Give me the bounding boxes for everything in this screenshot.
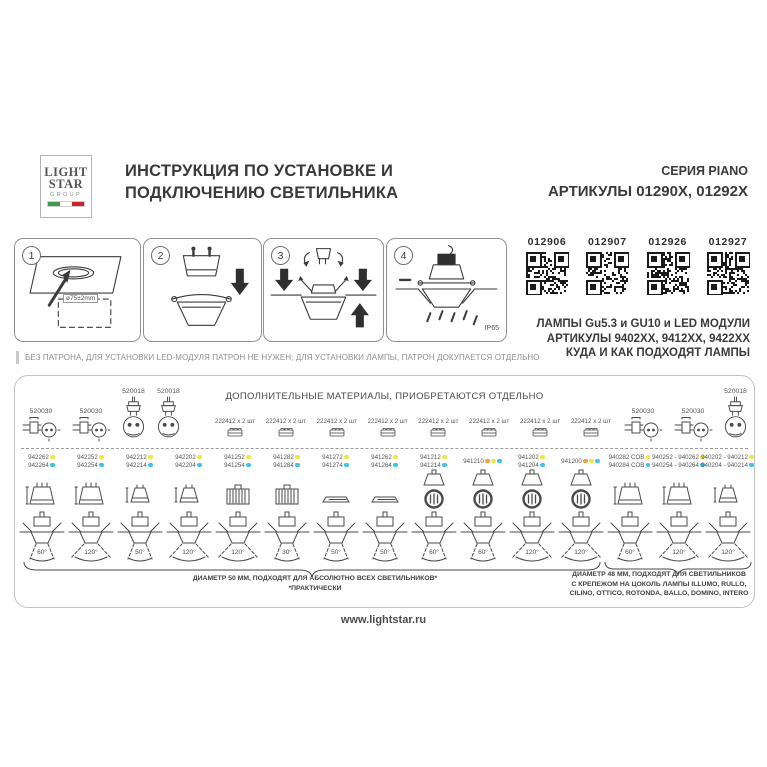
yellow-color-dot xyxy=(442,455,447,460)
article-number-line xyxy=(126,462,153,469)
svg-text:60°: 60° xyxy=(477,549,488,556)
cyan-color-dot xyxy=(50,463,55,468)
cyan-color-dot xyxy=(99,463,104,468)
diameter-50-caption xyxy=(75,574,555,593)
yellow-color-dot xyxy=(148,455,153,460)
terminal-block-icon xyxy=(532,425,548,437)
lamp-icon-bulb xyxy=(613,469,647,511)
article-numbers xyxy=(609,453,651,469)
product-column xyxy=(164,453,213,565)
logo-text-light: LIGHT xyxy=(44,165,88,179)
diameter-48-caption-line-2: С КРЕПЕЖОМ НА ЦОКОЛЬ ЛАМПЫ ILLUMO, RULLO, xyxy=(571,580,747,588)
lamp-icon-module-lens xyxy=(466,469,500,511)
article-number-line xyxy=(224,462,251,469)
svg-text:50°: 50° xyxy=(379,549,390,556)
article-number-line xyxy=(652,454,705,461)
article-number-line xyxy=(224,454,251,461)
article-number: 942202 xyxy=(175,453,196,461)
connector-item xyxy=(567,418,615,437)
fixture-cross-section-icon xyxy=(116,511,164,565)
logo-text-star: STAR xyxy=(48,177,84,191)
connector-article: 222412 х 2 шт xyxy=(519,418,561,425)
article-numbers xyxy=(126,453,153,469)
article-number-line xyxy=(322,462,349,469)
accessory-item xyxy=(156,388,181,446)
article-number: 941214 xyxy=(420,461,441,469)
lamp-icon-module-lens xyxy=(515,469,549,511)
terminal-block-icon xyxy=(227,425,243,437)
install-step-4-card xyxy=(386,238,507,342)
fixture-cross-section-icon xyxy=(67,511,115,565)
svg-text:120°: 120° xyxy=(720,549,735,556)
install-step-3-card xyxy=(263,238,384,342)
diameter-48-caption xyxy=(567,570,751,599)
accessory-article: 520018 xyxy=(122,388,145,395)
svg-text:120°: 120° xyxy=(230,549,245,556)
article-number-line xyxy=(371,454,398,461)
connector-article: 222412 х 2 шт xyxy=(469,418,510,425)
hole-diameter-label: ø75±2mm xyxy=(63,294,98,303)
cyan-color-dot xyxy=(595,459,600,464)
cyan-color-dot xyxy=(344,463,349,468)
fixture-cross-section-icon xyxy=(312,511,360,565)
yellow-color-dot xyxy=(540,455,545,460)
yellow-color-dot xyxy=(197,455,202,460)
article-number: 940202 - 940212 xyxy=(701,453,748,461)
terminal-block-icon xyxy=(481,425,497,437)
article-number: 942212 xyxy=(126,453,147,461)
ip65-rating-label: IP65 xyxy=(484,325,499,332)
article-number: 941262 xyxy=(371,453,392,461)
article-number: 942262 xyxy=(28,453,49,461)
product-column xyxy=(507,453,556,565)
article-number: 941200 xyxy=(561,457,582,465)
lamp-icon-bulb xyxy=(74,469,108,511)
article-number-line xyxy=(126,454,153,461)
fixture-cross-section-icon xyxy=(704,511,752,565)
flag-green xyxy=(48,202,60,206)
product-column xyxy=(360,453,409,565)
accessory-item xyxy=(723,388,748,446)
fixture-cross-section-icon xyxy=(655,511,703,565)
article-number: 941282 xyxy=(273,453,294,461)
diameter-48-caption-line-3: CILINO, OTTICO, ROTONDA, BALLO, DOMINO, INTERO xyxy=(569,590,749,597)
article-number: 940252 - 940262 xyxy=(652,453,699,461)
cyan-color-dot xyxy=(497,459,502,464)
article-number: 941252 xyxy=(224,453,245,461)
article-number-line xyxy=(463,458,502,465)
article-numbers xyxy=(77,453,104,469)
article-number: 942214 xyxy=(126,461,147,469)
svg-text:120°: 120° xyxy=(573,549,588,556)
qr-code-number: 012926 xyxy=(648,236,687,248)
accessory-article: 520030 xyxy=(79,408,103,415)
article-number-line xyxy=(273,454,300,461)
cyan-color-dot xyxy=(442,463,447,468)
title-line-1: ИНСТРУКЦИЯ ПО УСТАНОВКЕ И xyxy=(125,162,394,180)
series-name: СЕРИЯ PIANO xyxy=(661,164,748,178)
article-number: 941284 xyxy=(273,461,294,469)
article-numbers xyxy=(420,453,447,469)
accessory-item xyxy=(21,408,61,446)
accessory-article: 520018 xyxy=(157,388,180,395)
article-number: 940204 - 940214 xyxy=(701,461,748,469)
terminal-block-icon xyxy=(278,425,294,437)
lamp-compatibility-columns xyxy=(17,453,752,565)
article-numbers xyxy=(652,453,705,469)
fixture-cross-section-icon xyxy=(557,511,605,565)
terminal-block-icon xyxy=(430,425,446,437)
svg-text:120°: 120° xyxy=(524,549,539,556)
accessory-item xyxy=(71,408,111,446)
lamp-icon-bulb-small xyxy=(123,469,157,511)
qr-code-number: 012906 xyxy=(527,236,567,248)
qr-code-image xyxy=(646,251,690,295)
series-articles: АРТИКУЛЫ 01290Х, 01292Х xyxy=(547,183,748,200)
yellow-color-dot xyxy=(50,455,55,460)
article-number-line xyxy=(273,462,300,469)
cyan-color-dot xyxy=(646,463,651,468)
article-number-line xyxy=(609,454,651,461)
article-number-line xyxy=(652,462,705,469)
svg-text:120°: 120° xyxy=(671,549,686,556)
cyan-color-dot xyxy=(197,463,202,468)
fixture-cross-section-icon xyxy=(606,511,654,565)
flag-red xyxy=(72,202,84,206)
article-number: 941202 xyxy=(518,453,539,461)
qr-code-image xyxy=(585,251,629,295)
lamp-holder-icon xyxy=(156,396,181,446)
accessory-article: 520030 xyxy=(681,408,705,415)
lamps-caption xyxy=(536,317,750,361)
article-number-line xyxy=(518,462,545,469)
accessory-item xyxy=(121,388,146,446)
fixture-cross-section-icon xyxy=(459,511,507,565)
svg-text:120°: 120° xyxy=(83,549,98,556)
lamp-holder-icon xyxy=(121,396,146,446)
lamp-icon-panel xyxy=(319,469,353,511)
lamp-holder-icon xyxy=(723,396,748,446)
article-number-line xyxy=(371,462,398,469)
article-number-line xyxy=(77,454,104,461)
step-2-number: 2 xyxy=(151,246,170,265)
article-number: 941204 xyxy=(518,461,539,469)
article-numbers xyxy=(518,453,545,469)
product-column xyxy=(654,453,703,565)
cyan-color-dot xyxy=(246,463,251,468)
fixture-cross-section-icon xyxy=(263,511,311,565)
article-numbers xyxy=(701,453,754,469)
lamp-icon-bulb xyxy=(662,469,696,511)
svg-text:50°: 50° xyxy=(134,549,145,556)
lamp-socket-icon xyxy=(623,416,663,446)
lamp-icon-module-lens xyxy=(564,469,598,511)
yellow-color-dot xyxy=(99,455,104,460)
connector-item xyxy=(465,418,513,437)
product-column xyxy=(213,453,262,565)
accessories-left-group xyxy=(21,384,181,446)
step-3-number: 3 xyxy=(271,246,290,265)
qr-code-number: 012927 xyxy=(708,236,748,248)
accessory-item xyxy=(623,408,663,446)
italian-flag-stripe xyxy=(47,201,85,207)
flag-white xyxy=(60,202,72,206)
connector-item xyxy=(211,418,259,437)
product-column xyxy=(66,453,115,565)
product-column xyxy=(409,453,458,565)
diameter-50-caption-line-2: *ПРАКТИЧЕСКИ xyxy=(288,584,342,592)
series-info xyxy=(548,164,748,200)
cyan-color-dot xyxy=(749,463,754,468)
website-url: www.lightstar.ru xyxy=(340,614,427,626)
connector-article: 222412 х 2 шт xyxy=(265,418,306,425)
terminal-block-icon xyxy=(583,425,599,437)
connector-item xyxy=(414,418,462,437)
article-number: 942254 xyxy=(77,461,98,469)
install-step-2-card xyxy=(143,238,262,342)
product-column xyxy=(458,453,507,565)
terminal-block-icon xyxy=(380,425,396,437)
svg-text:60°: 60° xyxy=(36,549,47,556)
qr-item xyxy=(642,236,694,295)
orange-color-dot xyxy=(583,459,588,464)
yellow-color-dot xyxy=(295,455,300,460)
qr-item xyxy=(581,236,633,295)
article-number-line xyxy=(28,462,55,469)
accessories-panel xyxy=(14,375,755,608)
install-step-1-card xyxy=(14,238,141,342)
note-text: БЕЗ ПАТРОНА, ДЛЯ УСТАНОВКИ LED-МОДУЛЯ ПАТРОН НЕ НУЖЕН; ДЛЯ УСТАНОВКИ ЛАМПЫ, ПАТРОН ДОКУПАЕТСЯ ОТДЕЛЬНО xyxy=(25,353,540,362)
fixture-cross-section-icon xyxy=(214,511,262,565)
terminal-block-icon xyxy=(329,425,345,437)
article-numbers xyxy=(322,453,349,469)
article-numbers xyxy=(561,453,600,469)
connector-item xyxy=(313,418,361,437)
article-numbers xyxy=(28,453,55,469)
product-column xyxy=(605,453,654,565)
product-column xyxy=(262,453,311,565)
svg-text:120°: 120° xyxy=(181,549,196,556)
lightstar-logo xyxy=(40,155,92,218)
lamps-caption-line-3: КУДА И КАК ПОДХОДЯТ ЛАМПЫ xyxy=(565,347,750,359)
fixture-cross-section-icon xyxy=(18,511,66,565)
lamp-icon-bulb xyxy=(25,469,59,511)
article-number-line xyxy=(175,462,202,469)
article-number: 942264 xyxy=(28,461,49,469)
yellow-color-dot xyxy=(646,455,651,460)
lamp-icon-module-striped xyxy=(270,469,304,511)
article-number: 942204 xyxy=(175,461,196,469)
article-number-line xyxy=(28,454,55,461)
connector-article: 222412 х 2 шт xyxy=(418,418,459,425)
connector-item xyxy=(262,418,310,437)
yellow-color-dot xyxy=(344,455,349,460)
accessory-article: 520030 xyxy=(631,408,655,415)
article-number: 941254 xyxy=(224,461,245,469)
article-numbers xyxy=(463,453,502,469)
article-number: 941272 xyxy=(322,453,343,461)
qr-code-number: 012907 xyxy=(588,236,627,248)
svg-text:60°: 60° xyxy=(624,549,635,556)
connector-item xyxy=(364,418,412,437)
cyan-color-dot xyxy=(540,463,545,468)
svg-text:60°: 60° xyxy=(428,549,439,556)
qr-code-image xyxy=(525,251,569,295)
article-number-line xyxy=(77,462,104,469)
connector-article: 222412 х 2 шт xyxy=(367,418,408,425)
accessory-article: 520030 xyxy=(29,408,53,415)
lamp-icon-bulb-small xyxy=(172,469,206,511)
yellow-color-dot xyxy=(749,455,754,460)
diameter-48-caption-line-1: ДИАМЕТР 48 ММ, ПОДХОДЯТ ДЛЯ СВЕТИЛЬНИКОВ xyxy=(572,571,746,578)
lamp-icon-module-striped xyxy=(221,469,255,511)
article-numbers xyxy=(224,453,251,469)
accessory-item xyxy=(673,408,713,446)
svg-text:30°: 30° xyxy=(281,549,292,556)
article-number-line xyxy=(420,462,447,469)
note-accent-bar xyxy=(16,351,19,364)
qr-item xyxy=(702,236,754,295)
lamp-socket-icon xyxy=(673,416,713,446)
accessories-right-group xyxy=(623,384,748,446)
connector-row xyxy=(211,418,615,437)
fixture-cross-section-icon xyxy=(410,511,458,565)
article-number-line xyxy=(518,454,545,461)
lamp-icon-bulb-small xyxy=(711,469,745,511)
article-number-line xyxy=(561,458,600,465)
product-column xyxy=(703,453,752,565)
cyan-color-dot xyxy=(393,463,398,468)
step-4-number: 4 xyxy=(394,246,413,265)
panel-title: ДОПОЛНИТЕЛЬНЫЕ МАТЕРИАЛЫ, ПРИОБРЕТАЮТСЯ ОТДЕЛЬНО xyxy=(225,391,544,402)
article-number-line xyxy=(420,454,447,461)
yellow-color-dot xyxy=(393,455,398,460)
product-column xyxy=(17,453,66,565)
connector-item xyxy=(516,418,564,437)
lamps-caption-line-2: АРТИКУЛЫ 9402ХХ, 9412ХХ, 9422ХХ xyxy=(546,332,750,345)
fixture-cross-section-icon xyxy=(165,511,213,565)
yellow-color-dot xyxy=(246,455,251,460)
connector-article: 222412 х 2 шт xyxy=(570,418,611,425)
article-number-line xyxy=(322,454,349,461)
orange-color-dot xyxy=(485,459,490,464)
lamp-socket-icon xyxy=(21,416,61,446)
lamps-caption-line-1: ЛАМПЫ Gu5.3 и GU10 и LED МОДУЛИ xyxy=(536,318,750,330)
accessory-article: 520018 xyxy=(724,388,747,395)
article-number-line xyxy=(701,462,754,469)
dashed-divider xyxy=(21,448,748,449)
fixture-cross-section-icon xyxy=(508,511,556,565)
article-number: 941274 xyxy=(322,461,343,469)
qr-item xyxy=(521,236,573,295)
lamp-icon-module-lens xyxy=(417,469,451,511)
cyan-color-dot xyxy=(148,463,153,468)
product-column xyxy=(311,453,360,565)
article-numbers xyxy=(175,453,202,469)
article-number: 942252 xyxy=(77,453,98,461)
yellow-color-dot xyxy=(491,459,496,464)
article-numbers xyxy=(371,453,398,469)
article-number: 940284 COB xyxy=(608,461,645,469)
cyan-color-dot xyxy=(295,463,300,468)
logo-text-group: GROUP xyxy=(49,192,83,198)
step-1-number: 1 xyxy=(22,246,41,265)
lamp-socket-icon xyxy=(71,416,111,446)
lamp-icon-panel xyxy=(368,469,402,511)
article-number: 941264 xyxy=(371,461,392,469)
yellow-color-dot xyxy=(589,459,594,464)
product-column xyxy=(115,453,164,565)
article-number-line xyxy=(701,454,754,461)
qr-code-row xyxy=(521,236,754,295)
article-numbers xyxy=(273,453,300,469)
page-title xyxy=(125,161,398,204)
fixture-cross-section-icon xyxy=(361,511,409,565)
article-number: 941210 xyxy=(463,457,484,465)
article-number: 940282 COB xyxy=(608,453,645,461)
diameter-50-caption-line-1: ДИАМЕТР 50 ММ, ПОДХОДЯТ ДЛЯ АБСОЛЮТНО ВСЕХ СВЕТИЛЬНИКОВ* xyxy=(192,575,438,582)
title-line-2: ПОДКЛЮЧЕНИЮ СВЕТИЛЬНИКА xyxy=(125,183,399,202)
article-number: 940254 - 940264 xyxy=(652,461,699,469)
connector-article: 222412 х 2 шт xyxy=(316,418,357,425)
svg-text:50°: 50° xyxy=(330,549,341,556)
qr-code-image xyxy=(706,251,750,295)
article-number: 941212 xyxy=(420,453,441,461)
product-column xyxy=(556,453,605,565)
article-number-line xyxy=(175,454,202,461)
socket-note xyxy=(16,351,540,364)
connector-article: 222412 х 2 шт xyxy=(214,418,256,425)
article-number-line xyxy=(609,462,651,469)
